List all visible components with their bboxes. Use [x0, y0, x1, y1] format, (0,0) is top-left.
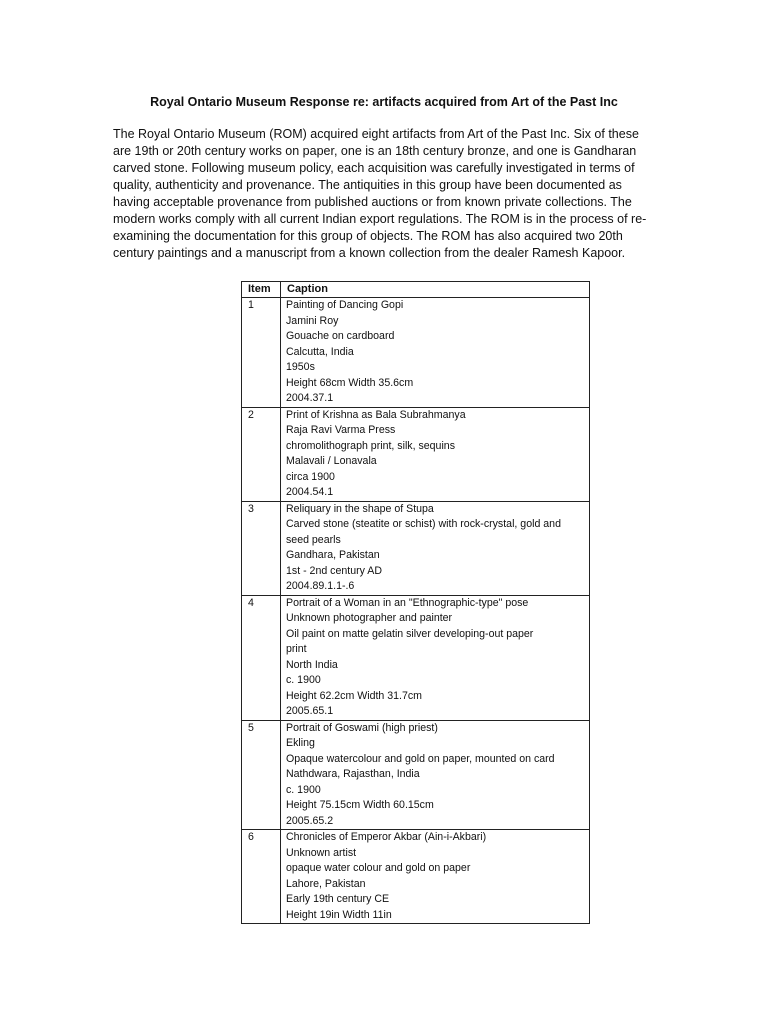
header-item: Item: [242, 282, 281, 298]
caption-line: c. 1900: [286, 674, 321, 686]
caption-line: Reliquary in the shape of Stupa: [286, 502, 434, 515]
intro-paragraph: The Royal Ontario Museum (ROM) acquired eight artifacts from Art of the Past Inc. Six of these are 19th or 20th century works on paper, one is an 18th century bronze, and one is Gandharan carved stone. Following museum policy, each acquisition was carefully investigated in terms of quality, authenticity and provenance. The antiquities in this group have been documented as having acceptable provenance from published auctions or from known private collections. The modern works comply with all current Indian export regulations. The ROM is in the process of re-examining the documentation for this group of objects. The ROM has also acquired two 20th century paintings and a manuscript from a known collection from the dealer Ramesh Kapoor.: [113, 127, 647, 260]
caption-line: 1950s: [286, 361, 315, 373]
caption-line: 2004.54.1: [286, 486, 334, 498]
caption-line: 1st - 2nd century AD: [286, 564, 382, 577]
caption-line: opaque water colour and gold on paper: [286, 862, 471, 874]
document-title: Royal Ontario Museum Response re: artifacts acquired from Art of the Past Inc: [150, 95, 618, 109]
caption-line: Malavali / Lonavala: [286, 455, 377, 467]
caption-line: Early 19th century CE: [286, 893, 390, 905]
caption-cell: [281, 830, 590, 924]
caption-line: c. 1900: [286, 783, 321, 796]
caption-line: 2005.65.1: [286, 705, 334, 717]
caption-line: Unknown photographer and painter: [286, 612, 453, 624]
caption-cell: [281, 298, 590, 408]
caption-line: Portrait of Goswami (high priest): [286, 721, 438, 734]
table-row: [242, 830, 590, 924]
caption-line: Carved stone (steatite or schist) with rock-crystal, gold and: [286, 518, 561, 530]
caption-line: print: [286, 643, 307, 655]
caption-cell: [281, 501, 590, 595]
table-row: [242, 595, 590, 720]
caption-line: seed pearls: [286, 533, 341, 546]
table-row: [242, 501, 590, 595]
table-header-row: [242, 282, 590, 298]
caption-line: Oil paint on matte gelatin silver developing-out paper: [286, 627, 534, 640]
caption-cell: [281, 407, 590, 501]
caption-line: 2004.37.1: [286, 392, 334, 404]
caption-line: Portrait of a Woman in an "Ethnographic-type" pose: [286, 596, 529, 609]
caption-line: circa 1900: [286, 470, 335, 483]
caption-line: Print of Krishna as Bala Subrahmanya: [286, 408, 466, 421]
table-row: [242, 407, 590, 501]
caption-line: Gandhara, Pakistan: [286, 549, 380, 561]
caption-line: Calcutta, India: [286, 345, 354, 358]
header-caption: Caption: [281, 282, 590, 298]
table-body: [242, 298, 590, 924]
caption-line: Nathdwara, Rajasthan, India: [286, 768, 420, 780]
item-number-cell: 4: [242, 595, 281, 720]
caption-line: 2004.89.1.1-.6: [286, 580, 355, 592]
item-number-cell: 1: [242, 298, 281, 408]
caption-line: Ekling: [286, 737, 315, 749]
caption-cell: [281, 720, 590, 830]
item-number-cell: 6: [242, 830, 281, 924]
caption-line: Unknown artist: [286, 846, 357, 859]
caption-line: chromolithograph print, silk, sequins: [286, 439, 455, 452]
item-number-cell: 2: [242, 407, 281, 501]
item-number-cell: 5: [242, 720, 281, 830]
item-number-cell: 3: [242, 501, 281, 595]
caption-line: North India: [286, 658, 338, 671]
caption-line: Height 68cm Width 35.6cm: [286, 376, 414, 389]
caption-line: Painting of Dancing Gopi: [286, 299, 404, 311]
artifact-table: [241, 281, 590, 924]
table-row: [242, 720, 590, 830]
caption-line: Opaque watercolour and gold on paper, mounted on card: [286, 752, 555, 765]
caption-line: Gouache on cardboard: [286, 330, 395, 342]
table-row: [242, 298, 590, 408]
caption-line: Lahore, Pakistan: [286, 877, 366, 890]
caption-line: Raja Ravi Varma Press: [286, 424, 396, 436]
caption-line: 2005.65.2: [286, 814, 334, 827]
artifact-table-container: [241, 281, 589, 924]
caption-line: Height 19in Width 11in: [286, 908, 392, 921]
caption-line: Height 62.2cm Width 31.7cm: [286, 689, 423, 702]
caption-line: Jamini Roy: [286, 314, 339, 327]
caption-line: Height 75.15cm Width 60.15cm: [286, 799, 434, 811]
caption-line: Chronicles of Emperor Akbar (Ain-i-Akbari): [286, 831, 487, 843]
caption-cell: [281, 595, 590, 720]
